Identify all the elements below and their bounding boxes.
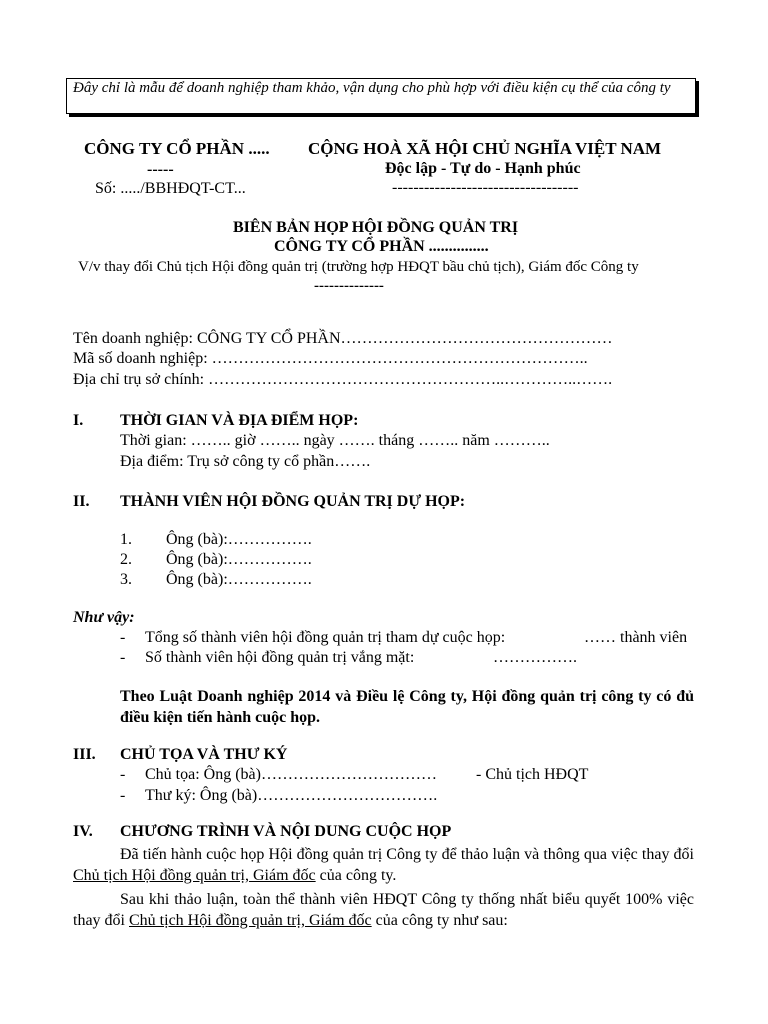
section1-heading: THỜI GIAN VÀ ĐỊA ĐIỂM HỌP:	[120, 412, 359, 429]
member-number: 2.	[120, 551, 132, 568]
agenda-paragraph-2-end: của công ty như sau:	[371, 912, 508, 929]
company-name: CÔNG TY CỔ PHẦN .....	[84, 139, 270, 158]
agenda-paragraph-1-underlined: Chủ tịch Hội đồng quản trị, Giám đốc	[73, 867, 316, 884]
title-rule: --------------	[314, 278, 384, 294]
member-number: 1.	[120, 531, 132, 548]
template-notice-text: Đây chỉ là mẫu để doanh nghiệp tham khảo, vận dụng cho phù hợp với điều kiện cụ thể của công ty	[73, 80, 671, 96]
section4-heading: CHƯƠNG TRÌNH VÀ NỘI DUNG CUỘC HỌP	[120, 823, 452, 840]
absent-count-value: …………….	[493, 649, 577, 666]
member-item: Ông (bà):…………….	[166, 571, 312, 588]
chairperson-field: Chủ tọa: Ông (bà)……………………………	[145, 766, 437, 783]
motto-underline: -----------------------------------	[392, 179, 579, 196]
absent-count-label: Số thành viên hội đồng quản trị vắng mặt:	[145, 649, 415, 666]
section3-heading: CHỦ TỌA VÀ THƯ KÝ	[120, 746, 288, 763]
company-dash: -----	[147, 161, 174, 178]
document-number: Số: ...../BBHĐQT-CT...	[95, 180, 246, 197]
chairperson-role: - Chủ tịch HĐQT	[476, 766, 589, 783]
agenda-paragraph-2-text: Sau khi thảo luận, toàn thể thành viên HĐQT Công ty thống nhất biểu quyết 100% việc thay đổi	[73, 891, 694, 929]
member-item: Ông (bà):…………….	[166, 551, 312, 568]
national-title: CỘNG HOÀ XÃ HỘI CHỦ NGHĨA VIỆT NAM	[308, 139, 662, 158]
agenda-paragraph-2	[73, 889, 694, 931]
agenda-paragraph-1	[73, 844, 694, 886]
section2-number: II.	[73, 493, 90, 510]
bullet-dash: -	[120, 766, 126, 783]
section4-number: IV.	[73, 823, 93, 840]
document-title-company: CÔNG TY CỔ PHẦN ...............	[274, 238, 489, 255]
info-tax-code: Mã số doanh nghiệp: ……………………………………………………………..	[73, 350, 588, 367]
document-title: BIÊN BẢN HỌP HỘI ĐỒNG QUẢN TRỊ	[233, 219, 519, 236]
document-subject: V/v thay đổi Chủ tịch Hội đồng quản trị (trường hợp HĐQT bầu chủ tịch), Giám đốc Công ty	[78, 259, 639, 275]
attendees-total-value: …… thành viên	[584, 629, 688, 646]
secretary-field: Thư ký: Ông (bà)…………………………….	[145, 787, 438, 804]
quorum-conclusion: Theo Luật Doanh nghiệp 2014 và Điều lệ Công ty, Hội đồng quản trị công ty có đủ điều kiện tiến hành cuộc họp.	[120, 688, 694, 726]
national-motto: Độc lập - Tự do - Hạnh phúc	[385, 160, 581, 177]
template-notice-box	[66, 78, 696, 114]
attendees-total-label: Tổng số thành viên hội đồng quản trị tham dự cuộc họp:	[145, 629, 506, 646]
meeting-time: Thời gian: …….. giờ …….. ngày ……. tháng …….. năm ………..	[120, 432, 550, 449]
section3-number: III.	[73, 746, 96, 763]
bullet-dash: -	[120, 629, 126, 646]
agenda-paragraph-1-text: Đã tiến hành cuộc họp Hội đồng quản trị Công ty để thảo luận và thông qua việc thay đổi	[120, 846, 694, 863]
bullet-dash: -	[120, 649, 126, 666]
member-number: 3.	[120, 571, 132, 588]
info-address: Địa chỉ trụ sở chính: ………………………………………………..…………..…….	[73, 371, 613, 388]
info-company-name: Tên doanh nghiệp: CÔNG TY CỔ PHẦN……………………………………………	[73, 330, 613, 347]
meeting-place: Địa điểm: Trụ sở công ty cổ phần…….	[120, 453, 371, 470]
section2-heading: THÀNH VIÊN HỘI ĐỒNG QUẢN TRỊ DỰ HỌP:	[120, 493, 466, 510]
section1-number: I.	[73, 412, 84, 429]
summary-label: Như vậy:	[73, 609, 135, 626]
agenda-paragraph-2-underlined: Chủ tịch Hội đồng quản trị, Giám đốc	[129, 912, 372, 929]
member-item: Ông (bà):…………….	[166, 531, 312, 548]
agenda-paragraph-1-end: của công ty.	[315, 867, 397, 884]
bullet-dash: -	[120, 787, 126, 804]
